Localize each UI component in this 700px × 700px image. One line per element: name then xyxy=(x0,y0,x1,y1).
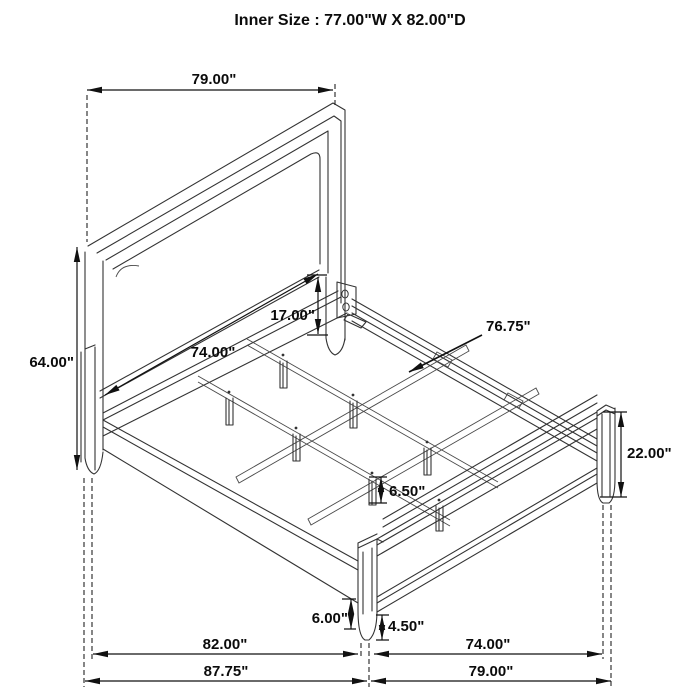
dim-outer-depth-label: 87.75" xyxy=(203,663,249,680)
dim-footboard-height xyxy=(600,412,672,497)
dim-headboard-height-label: 64.00" xyxy=(29,354,74,371)
dim-leg-lower-label: 4.50" xyxy=(388,618,425,635)
dim-inner-depth-label: 82.00" xyxy=(202,636,248,653)
side-rails xyxy=(103,299,597,603)
dim-outer-width xyxy=(371,663,611,681)
dim-top-width xyxy=(87,71,335,242)
support-legs xyxy=(226,354,443,531)
footboard-right-post xyxy=(597,405,615,503)
headboard xyxy=(81,103,366,474)
dim-support-leg xyxy=(369,477,425,503)
left-side-rail xyxy=(103,420,358,603)
right-side-rail xyxy=(352,299,597,461)
dim-panel-width xyxy=(105,274,318,395)
dim-inner-depth xyxy=(93,636,358,654)
headboard-left-post xyxy=(81,252,103,474)
dim-inner-width-label: 74.00" xyxy=(465,636,511,653)
bracket-hole-bottom xyxy=(343,303,349,311)
dim-panel-width-line xyxy=(105,274,318,395)
headboard-inner-frame xyxy=(106,131,328,273)
dim-footboard-height-label: 22.00" xyxy=(627,445,672,462)
dim-leg-lower xyxy=(376,615,424,640)
leg-screw-dots xyxy=(228,354,441,502)
diagram-title: Inner Size : 77.00"W X 82.00"D xyxy=(234,12,466,29)
dim-leg-total xyxy=(312,599,356,629)
dim-outer-width-label: 79.00" xyxy=(468,663,514,680)
dim-panel-width-label: 74.00" xyxy=(190,344,236,361)
dim-panel-height-label: 17.00" xyxy=(270,307,315,324)
bottom-extension-lines xyxy=(84,478,611,687)
dim-leg-total-label: 6.00" xyxy=(311,610,348,627)
center-rail-b xyxy=(198,376,450,526)
bottom-extensions xyxy=(84,478,611,687)
dim-top-width-extensions xyxy=(87,84,335,242)
dim-rail-length-label: 76.75" xyxy=(486,318,531,335)
headboard-outline xyxy=(88,103,345,340)
dim-top-width-label: 79.00" xyxy=(191,71,237,88)
dim-footboard-height-ticks xyxy=(600,412,627,497)
dim-outer-depth xyxy=(85,663,367,681)
dim-inner-width xyxy=(374,636,602,654)
footboard xyxy=(358,395,615,640)
dim-panel-height xyxy=(270,275,328,335)
footboard-left-post xyxy=(358,534,383,640)
cross-slats xyxy=(236,345,539,525)
dim-support-leg-label: 6.50" xyxy=(389,483,426,500)
dim-headboard-height xyxy=(29,247,77,470)
headboard-panel-swoosh xyxy=(116,265,139,277)
